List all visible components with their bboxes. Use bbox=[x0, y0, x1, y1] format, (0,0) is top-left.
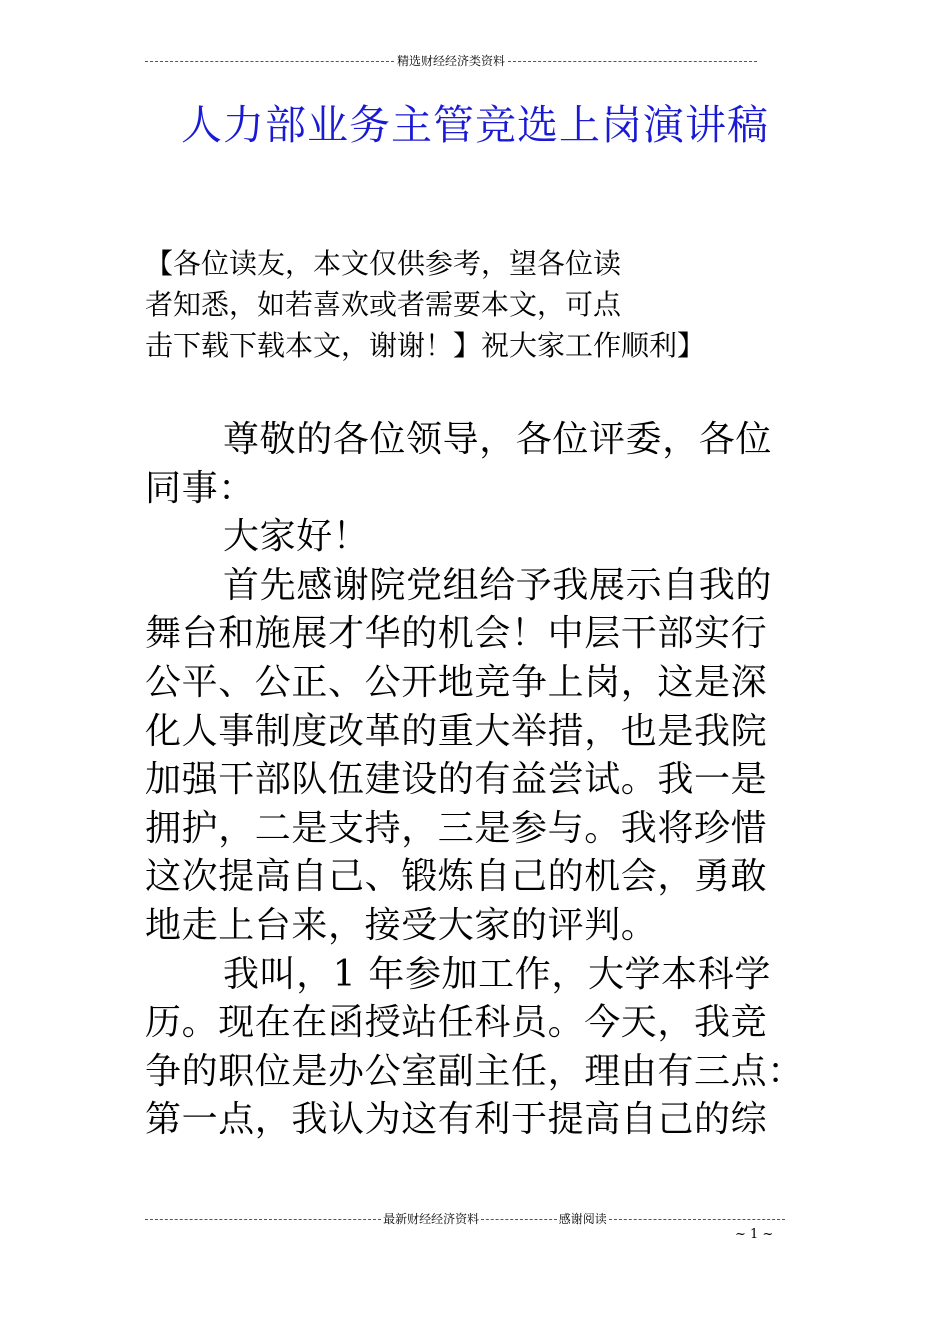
body-line: 公平、公正、公开地竞争上岗，这是深 bbox=[145, 661, 768, 703]
body-line: 第一点，我认为这有利于提高自己的综 bbox=[145, 1099, 768, 1141]
body-line: 尊敬的各位领导，各位评委，各位 bbox=[223, 419, 773, 460]
body-line: 化人事制度改革的重大举措，也是我院 bbox=[145, 710, 768, 752]
notice-line: 者知悉，如若喜欢或者需要本文，可点 bbox=[145, 288, 622, 321]
body-line: 拥护，二是支持，三是参与。我将珍惜 bbox=[145, 807, 768, 849]
header-divider-right bbox=[508, 61, 757, 62]
document-title: 人力部业务主管竞选上岗演讲稿 bbox=[181, 101, 769, 149]
body-line: 加强干部队伍建设的有益尝试。我一是 bbox=[145, 759, 768, 801]
footer-divider-middle bbox=[481, 1219, 557, 1220]
notice-line: 【各位读友，本文仅供参考，望各位读 bbox=[145, 247, 622, 280]
page-header bbox=[145, 54, 757, 68]
speech-body bbox=[145, 416, 810, 1145]
header-text: 精选财经经济类资料 bbox=[397, 54, 506, 68]
body-line: 历。现在在函授站任科员。今天，我竞 bbox=[145, 1002, 768, 1044]
body-line: 争的职位是办公室副主任，理由有三点： bbox=[145, 1050, 804, 1092]
footer-right-text: 感谢阅读 bbox=[558, 1212, 607, 1226]
body-line: 这次提高自己、锻炼自己的机会，勇敢 bbox=[145, 856, 768, 898]
footer-divider-right bbox=[609, 1219, 785, 1220]
body-line: 舞台和施展才华的机会！中层干部实行 bbox=[145, 613, 768, 655]
body-line: 我叫，1 年参加工作，大学本科学 bbox=[223, 953, 771, 995]
page-number: ~ 1 ~ bbox=[735, 1227, 774, 1242]
footer-left-text: 最新财经经济资料 bbox=[383, 1212, 480, 1226]
header-divider-left bbox=[145, 61, 394, 62]
footer-divider-left bbox=[145, 1219, 381, 1220]
reader-notice bbox=[145, 243, 705, 366]
body-line: 地走上台来，接受大家的评判。 bbox=[145, 904, 658, 946]
body-line: 首先感谢院党组给予我展示自我的 bbox=[223, 564, 773, 606]
notice-line: 击下载下载本文，谢谢！】祝大家工作顺利】 bbox=[145, 329, 706, 362]
body-line: 大家好！ bbox=[223, 516, 370, 558]
body-line: 同事： bbox=[145, 467, 255, 509]
page-footer bbox=[145, 1212, 785, 1226]
